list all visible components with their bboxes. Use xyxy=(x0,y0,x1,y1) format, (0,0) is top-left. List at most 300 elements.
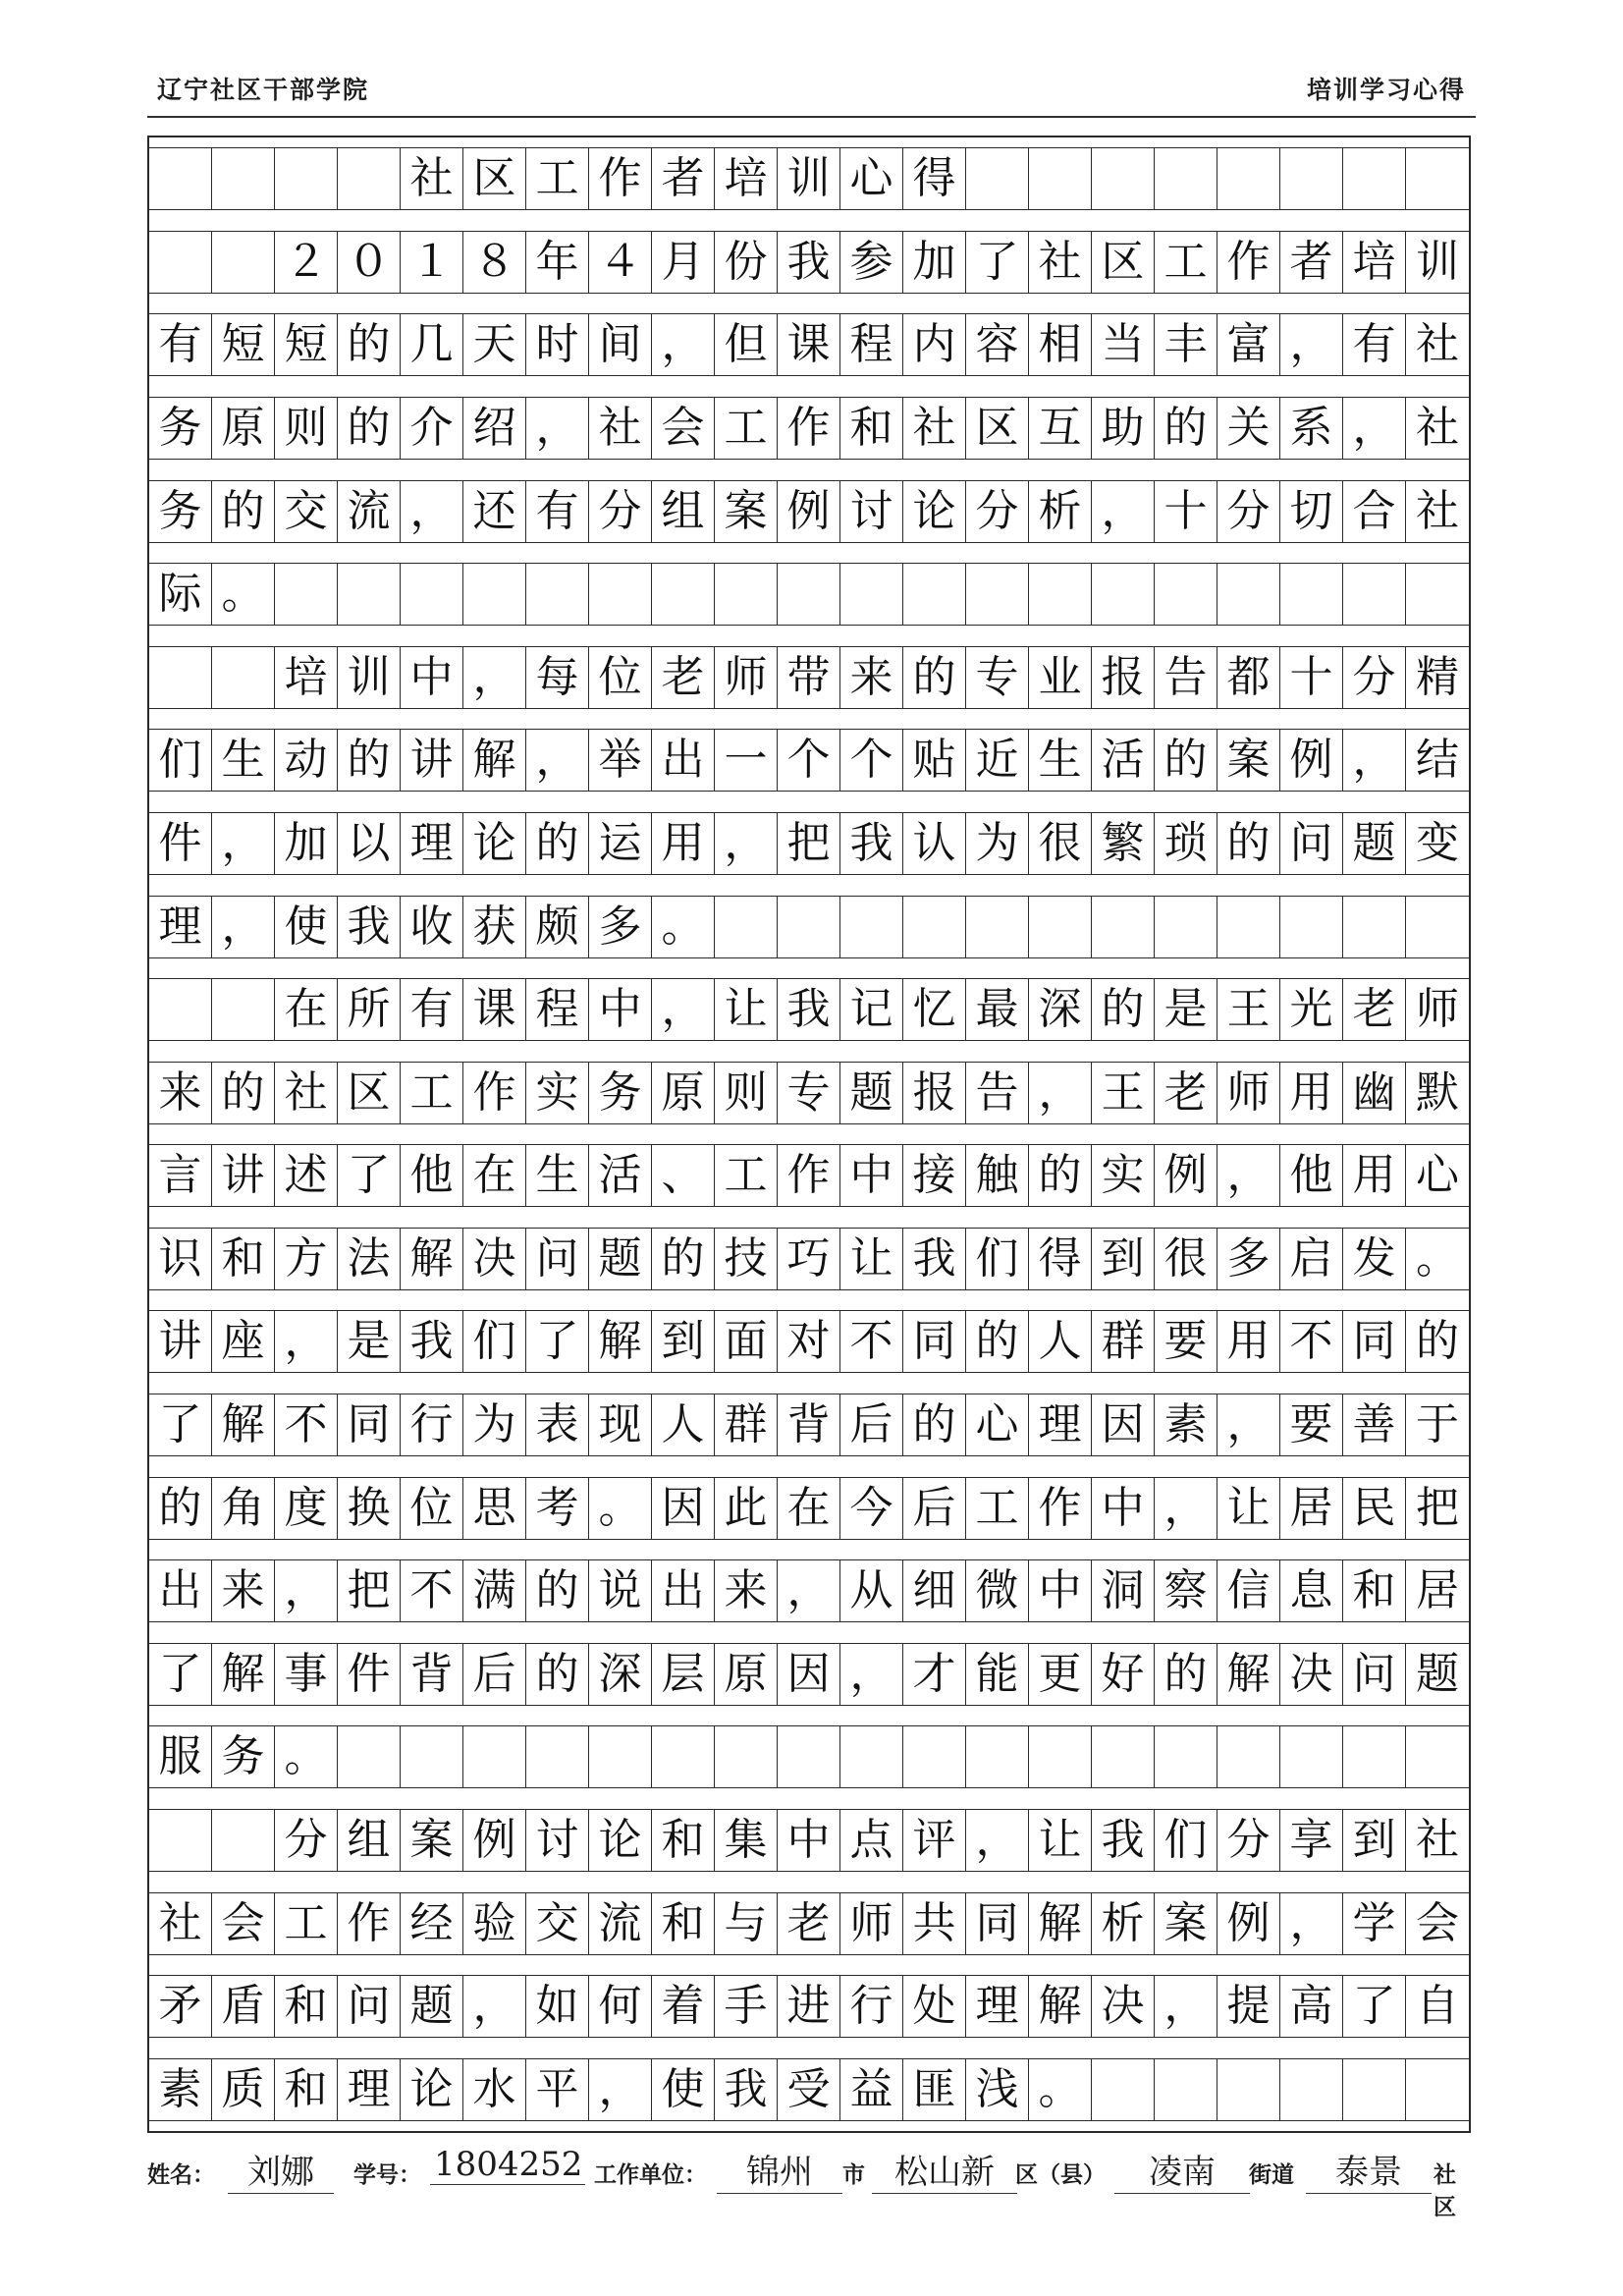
grid-cell: 细 xyxy=(903,1559,966,1622)
grid-cell: 的 xyxy=(1155,397,1217,460)
grid-cell: 中 xyxy=(1029,1559,1092,1622)
grid-cell: 析 xyxy=(1092,1892,1155,1955)
grid-cell: 的 xyxy=(1029,1144,1092,1207)
street-value: 凌南 xyxy=(1114,2145,1250,2194)
grid-cell: 分 xyxy=(589,480,652,543)
grid-cell: 心 xyxy=(966,1394,1029,1456)
grid-cell: 社 xyxy=(1416,319,1459,370)
grid-cell: 师 xyxy=(715,646,778,709)
grid-cell: 言 xyxy=(149,1144,212,1207)
grid-cell: 了 xyxy=(149,1394,212,1456)
grid-cell: 活 xyxy=(589,1144,652,1207)
grid-cell: 的 xyxy=(903,1394,966,1456)
grid-cell: 作 xyxy=(338,1892,401,1955)
grid-cell: 记 xyxy=(840,978,903,1041)
grid-cell: 论 xyxy=(463,812,526,875)
grid-cell: 平 xyxy=(526,2058,589,2121)
grid-cell: 会 xyxy=(212,1892,275,1955)
grid-cell: 法 xyxy=(338,1228,401,1290)
grid-row xyxy=(149,147,1469,210)
grid-cell: 我 xyxy=(778,231,840,294)
grid-cell xyxy=(1155,2058,1217,2121)
grid-row xyxy=(149,812,1469,875)
grid-cell: 的 xyxy=(1155,729,1217,792)
grid-cell: 社 xyxy=(903,397,966,460)
grid-cell xyxy=(652,563,715,626)
grid-row xyxy=(149,978,1469,1041)
grid-cell: 层 xyxy=(652,1643,715,1706)
grid-cell xyxy=(1280,1725,1343,1788)
grid-cell: 的 xyxy=(212,480,275,543)
grid-cell: 题 xyxy=(1343,812,1406,875)
grid-cell: 要 xyxy=(1155,1310,1217,1373)
grid-cell: 用 xyxy=(1280,1062,1343,1124)
grid-row xyxy=(149,729,1469,792)
grid-cell: 间 xyxy=(589,313,652,376)
grid-cell: 不 xyxy=(1280,1310,1343,1373)
grid-cell: 行 xyxy=(401,1394,463,1456)
grid-cell: 。 xyxy=(652,896,715,958)
grid-cell: 的 xyxy=(338,313,401,376)
grid-cell: 培 xyxy=(715,147,778,210)
grid-cell: 师 xyxy=(1416,984,1459,1035)
grid-cell xyxy=(149,646,212,709)
grid-cell: 中 xyxy=(840,1144,903,1207)
grid-cell: 原 xyxy=(212,397,275,460)
grid-cell: 社 xyxy=(1416,485,1459,536)
grid-row xyxy=(149,1144,1469,1207)
grid-cell: 水 xyxy=(463,2058,526,2121)
grid-row xyxy=(149,1809,1469,1872)
grid-cell: 系 xyxy=(1280,397,1343,460)
grid-cell: 盾 xyxy=(212,1975,275,2038)
grid-cell: 问 xyxy=(1343,1643,1406,1706)
grid-cell: 来 xyxy=(149,1062,212,1124)
grid-cell: 案 xyxy=(1217,729,1280,792)
grid-cell xyxy=(149,231,212,294)
grid-cell: 的 xyxy=(526,812,589,875)
grid-cell xyxy=(1217,2058,1280,2121)
grid-cell: 默 xyxy=(1416,1066,1459,1118)
grid-cell: 和 xyxy=(652,1892,715,1955)
grid-cell: 王 xyxy=(1092,1062,1155,1124)
grid-cell: 群 xyxy=(1092,1310,1155,1373)
grid-cell: 的 xyxy=(652,1228,715,1290)
grid-cell: 作 xyxy=(589,147,652,210)
grid-cell: 社 xyxy=(401,147,463,210)
grid-cell: 们 xyxy=(149,729,212,792)
grid-cell: 会 xyxy=(1416,1897,1459,1948)
grid-cell: 深 xyxy=(589,1643,652,1706)
grid-cell: 时 xyxy=(526,313,589,376)
grid-cell: 富 xyxy=(1217,313,1280,376)
community-value: 泰景 xyxy=(1306,2145,1432,2194)
grid-cell: 中 xyxy=(401,646,463,709)
grid-cell: 例 xyxy=(1280,729,1343,792)
grid-cell: 有 xyxy=(401,978,463,1041)
grid-cell: 人 xyxy=(1029,1310,1092,1373)
grid-cell: 着 xyxy=(652,1975,715,2038)
grid-cell: 以 xyxy=(338,812,401,875)
grid-cell: 例 xyxy=(463,1809,526,1872)
grid-cell: 生 xyxy=(1029,729,1092,792)
grid-cell: 的 xyxy=(149,1477,212,1540)
grid-cell: 每 xyxy=(526,646,589,709)
grid-cell: 短 xyxy=(212,313,275,376)
grid-cell: 原 xyxy=(715,1643,778,1706)
grid-cell: 他 xyxy=(1280,1144,1343,1207)
grid-cell: 短 xyxy=(275,313,338,376)
grid-row xyxy=(149,1394,1469,1456)
header-doc-type: 培训学习心得 xyxy=(1306,76,1466,104)
grid-cell: 服 xyxy=(149,1725,212,1788)
grid-cell: ， xyxy=(1280,1892,1343,1955)
grid-cell: 让 xyxy=(1217,1477,1280,1540)
grid-cell: 们 xyxy=(966,1228,1029,1290)
grid-cell: 才 xyxy=(903,1643,966,1706)
grid-cell: 讨 xyxy=(526,1809,589,1872)
grid-cell: 不 xyxy=(275,1394,338,1456)
grid-cell: 务 xyxy=(212,1725,275,1788)
grid-cell: 社 xyxy=(589,397,652,460)
grid-cell: 论 xyxy=(401,2058,463,2121)
student-id-label: 学号： xyxy=(353,2162,421,2188)
grid-cell: 说 xyxy=(589,1559,652,1622)
grid-cell: 个 xyxy=(778,729,840,792)
grid-cell: 老 xyxy=(1155,1062,1217,1124)
grid-cell: 会 xyxy=(652,397,715,460)
grid-cell: 组 xyxy=(652,480,715,543)
grid-row xyxy=(149,1559,1469,1622)
grid-cell: 绍 xyxy=(463,397,526,460)
grid-cell: 深 xyxy=(1029,978,1092,1041)
grid-cell xyxy=(401,1725,463,1788)
grid-cell xyxy=(1343,563,1406,626)
grid-cell: 在 xyxy=(275,978,338,1041)
grid-cell xyxy=(212,978,275,1041)
grid-cell: ， xyxy=(652,313,715,376)
manuscript-grid xyxy=(147,136,1471,2133)
grid-cell: 后 xyxy=(463,1643,526,1706)
grid-cell: 作 xyxy=(778,1144,840,1207)
grid-cell: 析 xyxy=(1029,480,1092,543)
grid-cell: ， xyxy=(966,1809,1029,1872)
grid-cell: 训 xyxy=(778,147,840,210)
grid-cell: 变 xyxy=(1416,817,1459,868)
grid-cell: 际 xyxy=(149,563,212,626)
grid-cell xyxy=(715,896,778,958)
grid-cell xyxy=(212,1809,275,1872)
grid-cell: 进 xyxy=(778,1975,840,2038)
grid-cell: 实 xyxy=(526,1062,589,1124)
grid-cell: 后 xyxy=(840,1394,903,1456)
grid-cell: 面 xyxy=(715,1310,778,1373)
grid-cell: ， xyxy=(526,397,589,460)
grid-cell: 容 xyxy=(966,313,1029,376)
grid-cell: 报 xyxy=(903,1062,966,1124)
grid-cell: 。 xyxy=(1416,1232,1459,1284)
grid-cell: 几 xyxy=(401,313,463,376)
grid-cell: 因 xyxy=(652,1477,715,1540)
grid-cell xyxy=(840,896,903,958)
grid-cell: ， xyxy=(840,1643,903,1706)
grid-cell: ， xyxy=(275,1310,338,1373)
grid-row xyxy=(149,896,1469,958)
grid-cell: 方 xyxy=(275,1228,338,1290)
grid-cell: 社 xyxy=(1029,231,1092,294)
grid-cell: 老 xyxy=(778,1892,840,1955)
grid-cell: 到 xyxy=(1343,1809,1406,1872)
grid-cell: 善 xyxy=(1343,1394,1406,1456)
grid-cell: 问 xyxy=(338,1975,401,2038)
grid-cell: 学 xyxy=(1343,1892,1406,1955)
grid-cell: 份 xyxy=(715,231,778,294)
grid-cell xyxy=(903,1725,966,1788)
grid-cell: 但 xyxy=(715,313,778,376)
grid-cell xyxy=(715,563,778,626)
grid-cell: ， xyxy=(589,2058,652,2121)
grid-cell: 有 xyxy=(526,480,589,543)
grid-cell xyxy=(715,1725,778,1788)
grid-cell xyxy=(1280,896,1343,958)
grid-cell: 享 xyxy=(1280,1809,1343,1872)
grid-cell: 运 xyxy=(589,812,652,875)
grid-cell xyxy=(1343,147,1406,210)
grid-cell xyxy=(1155,563,1217,626)
grid-cell xyxy=(966,1725,1029,1788)
grid-row xyxy=(149,1892,1469,1955)
grid-cell: 息 xyxy=(1280,1559,1343,1622)
grid-cell: 工 xyxy=(715,1144,778,1207)
grid-cell: 决 xyxy=(463,1228,526,1290)
grid-cell xyxy=(1406,563,1469,626)
grid-cell: 的 xyxy=(526,1559,589,1622)
grid-cell: 生 xyxy=(526,1144,589,1207)
grid-cell: 师 xyxy=(1217,1062,1280,1124)
grid-cell: 的 xyxy=(1155,1643,1217,1706)
grid-cell xyxy=(1029,1725,1092,1788)
grid-cell: 了 xyxy=(149,1643,212,1706)
grid-cell: 讲 xyxy=(212,1144,275,1207)
grid-cell xyxy=(778,896,840,958)
grid-cell: 工 xyxy=(1155,231,1217,294)
grid-cell: 位 xyxy=(401,1477,463,1540)
grid-cell: 匪 xyxy=(903,2058,966,2121)
grid-cell: ， xyxy=(463,646,526,709)
grid-cell: 到 xyxy=(652,1310,715,1373)
grid-cell: ， xyxy=(1217,1394,1280,1456)
grid-cell: 因 xyxy=(1092,1394,1155,1456)
grid-cell: ， xyxy=(1343,397,1406,460)
grid-cell xyxy=(1092,2058,1155,2121)
grid-cell: 中 xyxy=(778,1809,840,1872)
grid-row xyxy=(149,1975,1469,2038)
grid-cell: 来 xyxy=(715,1559,778,1622)
grid-cell: 好 xyxy=(1092,1643,1155,1706)
grid-cell: 流 xyxy=(338,480,401,543)
grid-cell: 则 xyxy=(715,1062,778,1124)
grid-cell xyxy=(463,563,526,626)
grid-cell: 讨 xyxy=(840,480,903,543)
grid-row xyxy=(149,563,1469,626)
grid-cell: 用 xyxy=(652,812,715,875)
grid-cell: 和 xyxy=(652,1809,715,1872)
grid-cell: 务 xyxy=(589,1062,652,1124)
grid-cell: 交 xyxy=(275,480,338,543)
grid-cell: 的 xyxy=(1092,978,1155,1041)
grid-cell: 让 xyxy=(715,978,778,1041)
grid-cell: 、 xyxy=(652,1144,715,1207)
grid-cell: 繁 xyxy=(1092,812,1155,875)
grid-cell: 分 xyxy=(1343,646,1406,709)
grid-cell: 把 xyxy=(778,812,840,875)
grid-cell: 最 xyxy=(966,978,1029,1041)
grid-cell: 居 xyxy=(1280,1477,1343,1540)
grid-cell: 认 xyxy=(903,812,966,875)
grid-cell: 事 xyxy=(275,1643,338,1706)
grid-cell xyxy=(1343,2058,1406,2121)
grid-cell: 从 xyxy=(840,1559,903,1622)
grid-cell: 评 xyxy=(903,1809,966,1872)
grid-cell xyxy=(1092,147,1155,210)
grid-cell: 要 xyxy=(1280,1394,1343,1456)
grid-cell: 我 xyxy=(778,978,840,1041)
grid-cell: 者 xyxy=(652,147,715,210)
grid-cell: ， xyxy=(1217,1144,1280,1207)
grid-cell: 技 xyxy=(715,1228,778,1290)
grid-cell: 举 xyxy=(589,729,652,792)
grid-cell: 自 xyxy=(1416,1981,1459,2032)
grid-cell: 为 xyxy=(966,812,1029,875)
grid-cell: 内 xyxy=(903,313,966,376)
grid-cell: 能 xyxy=(966,1643,1029,1706)
grid-cell: 训 xyxy=(1416,236,1459,287)
grid-cell: 件 xyxy=(338,1643,401,1706)
grid-cell: ， xyxy=(1280,313,1343,376)
grid-cell: 理 xyxy=(401,812,463,875)
grid-cell: 了 xyxy=(338,1144,401,1207)
grid-cell: 程 xyxy=(526,978,589,1041)
grid-cell: 解 xyxy=(1217,1643,1280,1706)
grid-cell: 忆 xyxy=(903,978,966,1041)
grid-cell: 提 xyxy=(1217,1975,1280,2038)
grid-cell: 们 xyxy=(1155,1809,1217,1872)
grid-cell: 加 xyxy=(903,231,966,294)
grid-cell: 很 xyxy=(1155,1228,1217,1290)
grid-cell: 作 xyxy=(1029,1477,1092,1540)
grid-cell: 得 xyxy=(1029,1228,1092,1290)
grid-cell: 。 xyxy=(275,1725,338,1788)
name-value: 刘娜 xyxy=(228,2145,334,2194)
grid-cell xyxy=(212,231,275,294)
grid-cell: 在 xyxy=(778,1477,840,1540)
grid-cell: 角 xyxy=(212,1477,275,1540)
grid-cell: 加 xyxy=(275,812,338,875)
city-value: 锦州 xyxy=(717,2145,842,2194)
grid-cell: 浅 xyxy=(966,2058,1029,2121)
grid-cell: 解 xyxy=(589,1310,652,1373)
grid-cell: 业 xyxy=(1029,646,1092,709)
district-value: 松山新 xyxy=(872,2145,1017,2194)
grid-cell: 例 xyxy=(1217,1892,1280,1955)
grid-cell: 的 xyxy=(212,1062,275,1124)
grid-cell: 幽 xyxy=(1343,1062,1406,1124)
grid-cell: ， xyxy=(212,812,275,875)
grid-row xyxy=(149,480,1469,543)
grid-cell xyxy=(966,147,1029,210)
grid-cell xyxy=(212,147,275,210)
grid-cell xyxy=(778,1725,840,1788)
grid-cell: 有 xyxy=(1343,313,1406,376)
grid-cell: 发 xyxy=(1343,1228,1406,1290)
grid-cell: 解 xyxy=(212,1643,275,1706)
grid-cell: 背 xyxy=(778,1394,840,1456)
grid-cell: ０ xyxy=(338,231,401,294)
grid-cell xyxy=(1406,147,1469,210)
grid-cell: 来 xyxy=(212,1559,275,1622)
grid-cell xyxy=(463,1725,526,1788)
grid-cell: １ xyxy=(401,231,463,294)
grid-row xyxy=(149,231,1469,294)
grid-cell xyxy=(212,646,275,709)
grid-cell: ， xyxy=(1343,729,1406,792)
grid-cell: ， xyxy=(1029,1062,1092,1124)
grid-cell: ， xyxy=(1155,1477,1217,1540)
grid-cell: 表 xyxy=(526,1394,589,1456)
grid-cell: 得 xyxy=(903,147,966,210)
grid-cell xyxy=(1155,1725,1217,1788)
grid-cell xyxy=(1280,147,1343,210)
grid-cell: 一 xyxy=(715,729,778,792)
grid-cell: 行 xyxy=(840,1975,903,2038)
grid-cell: 素 xyxy=(149,2058,212,2121)
grid-cell: 培 xyxy=(275,646,338,709)
grid-cell: 座 xyxy=(212,1310,275,1373)
grid-cell: 实 xyxy=(1092,1144,1155,1207)
grid-cell: 。 xyxy=(212,563,275,626)
grid-cell: 丰 xyxy=(1155,313,1217,376)
grid-cell: ２ xyxy=(275,231,338,294)
grid-cell: 同 xyxy=(338,1394,401,1456)
grid-cell xyxy=(1280,2058,1343,2121)
grid-cell: 让 xyxy=(1029,1809,1092,1872)
grid-cell: 经 xyxy=(401,1892,463,1955)
grid-cell: 问 xyxy=(526,1228,589,1290)
grid-cell: 察 xyxy=(1155,1559,1217,1622)
grid-row xyxy=(149,1643,1469,1706)
grid-cell: 工 xyxy=(401,1062,463,1124)
grid-cell: 解 xyxy=(1029,1975,1092,2038)
grid-cell: 点 xyxy=(840,1809,903,1872)
grid-cell: 论 xyxy=(589,1809,652,1872)
work-unit-label: 工作单位： xyxy=(594,2162,707,2188)
grid-cell: 还 xyxy=(463,480,526,543)
grid-cell: 收 xyxy=(401,896,463,958)
grid-cell xyxy=(903,896,966,958)
grid-cell: 使 xyxy=(275,896,338,958)
grid-cell: 把 xyxy=(1416,1482,1459,1533)
grid-cell xyxy=(1343,896,1406,958)
grid-cell: 心 xyxy=(1416,1150,1459,1201)
grid-cell xyxy=(966,563,1029,626)
grid-cell: 生 xyxy=(212,729,275,792)
grid-cell: 老 xyxy=(652,646,715,709)
grid-cell: 分 xyxy=(1217,1809,1280,1872)
grid-cell: 位 xyxy=(589,646,652,709)
grid-cell: 都 xyxy=(1217,646,1280,709)
grid-cell xyxy=(1217,563,1280,626)
grid-cell: 组 xyxy=(338,1809,401,1872)
